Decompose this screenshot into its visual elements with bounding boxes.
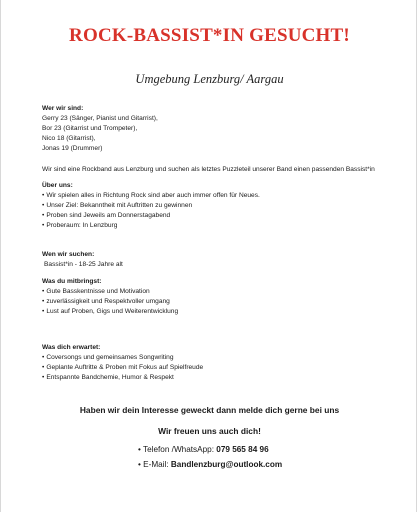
member-line: Nico 18 (Gitarrist), (42, 135, 96, 142)
phone-number[interactable]: 079 565 84 96 (216, 445, 269, 454)
section-ueber-uns (42, 181, 402, 231)
email-address[interactable]: Bandlenzburg@outlook.com (170, 460, 283, 469)
member-line: Bor 23 (Gitarrist und Trompeter), (42, 125, 138, 132)
section-heading: Über uns: (42, 182, 73, 189)
flyer-subtitle: Umgebung Lenzburg/ Aargau (135, 72, 284, 86)
section-heading: Was dich erwartet: (42, 344, 101, 351)
section-heading: Wer wir sind: (42, 105, 84, 112)
contact-block (138, 442, 282, 472)
cta-line-2: Wir freuen uns auch dich! (158, 426, 261, 436)
contact-phone (138, 442, 282, 457)
list-item: • Proben sind Jeweils am Donnerstagabend (42, 211, 402, 221)
flyer-title: ROCK-BASSIST*IN GESUCHT! (69, 25, 350, 46)
list-item: • zuverlässigkeit und Respektvoller umgang (42, 297, 402, 307)
section-was-du-mitbringst (42, 277, 402, 317)
member-line: Gerry 23 (Sänger, Pianist und Gitarrist), (42, 115, 158, 122)
section-wen-wir-suchen (42, 250, 402, 270)
list-item: • Entspannte Bandchemie, Humor & Respekt (42, 373, 402, 383)
section-heading: Wen wir suchen: (42, 251, 95, 258)
member-line: Jonas 19 (Drummer) (42, 145, 103, 152)
list-item: • Unser Ziel: Bekanntheit mit Auftritten zu gewinnen (42, 201, 402, 211)
section-was-dich-erwartet (42, 343, 402, 383)
intro-paragraph (42, 165, 402, 175)
section-wer-wir-sind (42, 104, 402, 154)
email-label: • E-Mail: (138, 460, 171, 469)
contact-email (138, 457, 282, 472)
list-item: • Lust auf Proben, Gigs und Weiterentwicklung (42, 307, 402, 317)
list-item: • Gute Basskentnisse und Motivation (42, 287, 402, 297)
section-heading: Was du mitbringst: (42, 278, 102, 285)
wanted-text: Bassist*in - 18-25 Jahre alt (44, 261, 123, 268)
intro-text: Wir sind eine Rockband aus Lenzburg und suchen als letztes Puzzleteil unserer Band einen passenden Bassist*in (42, 166, 375, 173)
list-item: • Geplante Auftritte & Proben mit Fokus auf Spielfreude (42, 363, 402, 373)
cta-line-1: Haben wir dein Interesse geweckt dann melde dich gerne bei uns (79, 405, 340, 415)
phone-label: • Telefon /WhatsApp: (138, 445, 217, 454)
list-item: • Wir spielen alles in Richtung Rock sind aber auch immer offen für Neues. (42, 191, 402, 201)
list-item: • Coversongs und gemeinsames Songwriting (42, 353, 402, 363)
list-item: • Proberaum: In Lenzburg (42, 221, 402, 231)
